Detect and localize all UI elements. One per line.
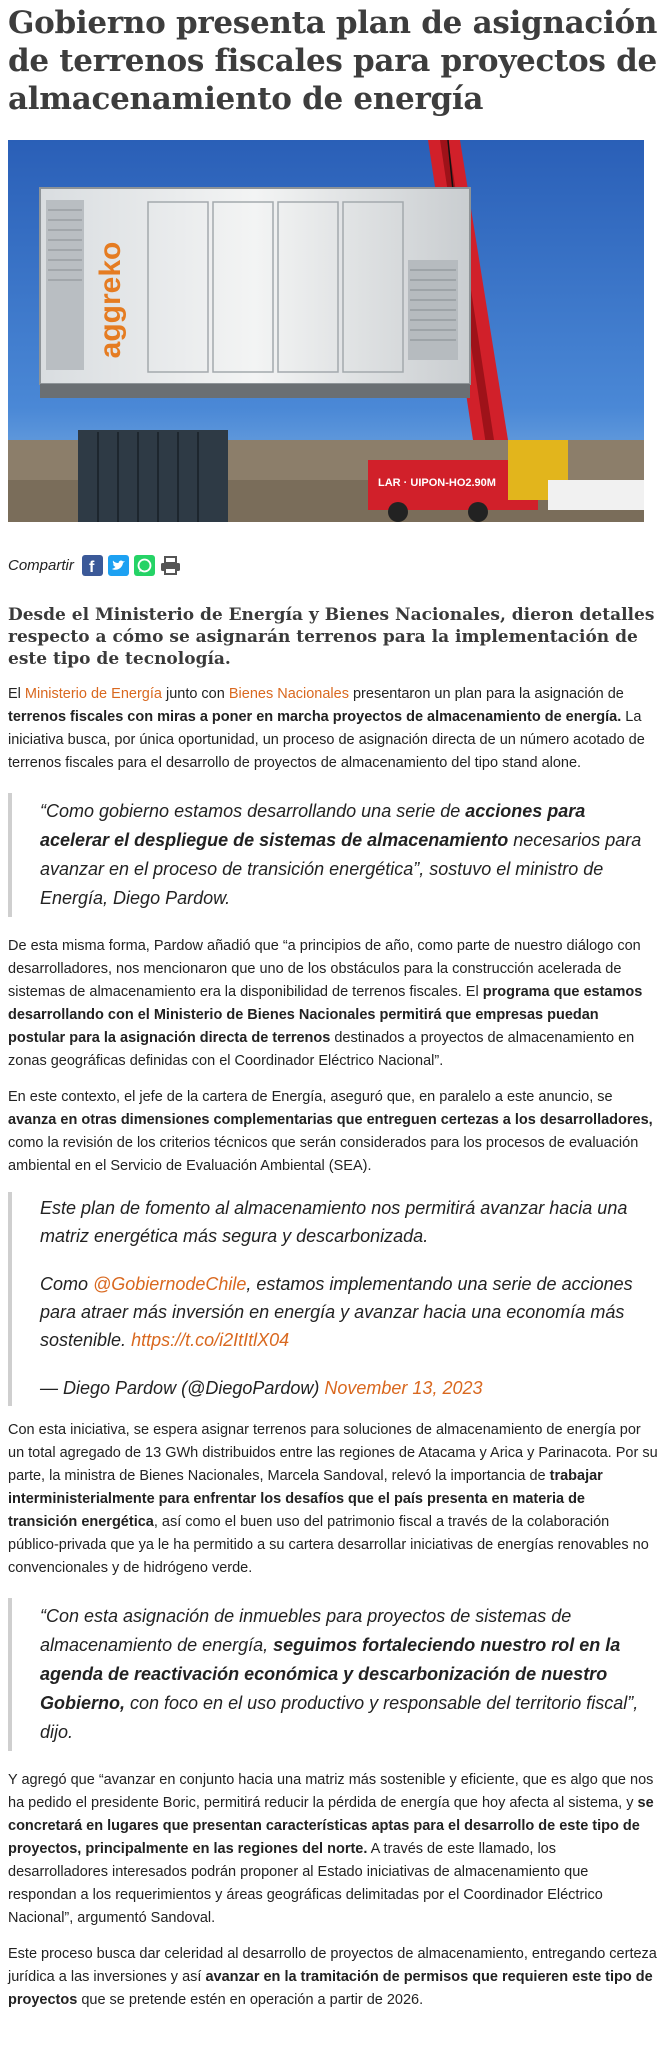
share-bar [8, 552, 658, 578]
battery-container-photo [8, 140, 644, 522]
article-lead: Desde el Ministerio de Energía y Bienes Nacionales, dieron detalles respecto a cómo se asignarán terrenos para la implementación de este tipo de tecnología. [8, 605, 655, 669]
article-title: Gobierno presenta plan de asignación de terrenos fiscales para proyectos de almacenamiento de energía [8, 5, 658, 117]
facebook-share-button[interactable] [82, 555, 103, 576]
container-brand-logo: aggreko [94, 241, 127, 359]
paragraph-3: En este contexto, el jefe de la cartera de Energía, aseguró que, en paralelo a este anuncio, se avanza en otras dimensiones complementarias que entreguen certezas a los desarrolladores, como la revisión de los criterios técnicos que serán considerados para los procesos de evaluación ambiental en el Servicio de Evaluación Ambiental (SEA). [8, 1089, 653, 1174]
tweet-date-link[interactable]: November 13, 2023 [324, 1378, 483, 1398]
tweet-text-1: Este plan de fomento al almacenamiento nos permitirá avanzar hacia una matriz energética más segura y descarbonizada. [40, 1198, 628, 1246]
facebook-icon [82, 555, 103, 576]
print-button[interactable] [160, 555, 181, 576]
quote-sandoval: “Con esta asignación de inmuebles para proyectos de sistemas de almacenamiento de energía, seguimos fortaleciendo nuestro rol en la agenda de reactivación económica y descarbonización de nuestro Gobierno, con foco en el uso productivo y responsable del territorio fiscal”, dijo. [8, 1598, 658, 1751]
link-bienes-nacionales[interactable]: Bienes Nacionales [228, 686, 349, 702]
paragraph-1: El Ministerio de Energía junto con Bienes Nacionales presentaron un plan para la asignación de terrenos fiscales con miras a poner en marcha proyectos de almacenamiento de energía. La iniciativa busca, por única oportunidad, un proceso de asignación directa de un número acotado de terrenos fiscales para el desarrollo de proyectos de almacenamiento del tipo stand alone. [8, 686, 645, 771]
printer-icon [160, 555, 181, 576]
tweet-url-link[interactable]: https://t.co/i2ItItlX04 [131, 1330, 290, 1350]
embedded-tweet [8, 1192, 658, 1406]
share-label: Compartir [8, 556, 74, 574]
paragraph-2: De esta misma forma, Pardow añadió que “a principios de año, como parte de nuestro diálogo con desarrolladores, nos mencionaron que uno de los obstáculos para la construcción acelerada de sistemas de almacenamiento era la disponibilidad de terrenos fiscales. El programa que estamos desarrollando con el Ministerio de Bienes Nacionales permitirá que empresas puedan postular para la asignación directa de terrenos destinados a proyectos de almacenamiento en zonas geográficas definidas con el Coordinador Eléctrico Nacional”. [8, 938, 643, 1069]
twitter-icon [108, 555, 129, 576]
paragraph-4: Con esta iniciativa, se espera asignar terrenos para soluciones de almacenamiento de energía por un total agregado de 13 GWh distribuidos entre las regiones de Atacama y Arica y Parinacota. Por su parte, la ministra de Bienes Nacionales, Marcela Sandoval, relevó la importancia de trabajar interministerialmente para enfrentar los desafíos que el país presenta en materia de transición energética, así como el buen uso del patrimonio fiscal a través de la colaboración público-privada que ya le ha permitido a su cartera desarrollar iniciativas de energías renovables no convencionales y de hidrógeno verde. [8, 1422, 658, 1576]
link-ministerio-energia[interactable]: Ministerio de Energía [24, 686, 162, 702]
whatsapp-share-button[interactable] [134, 555, 155, 576]
svg-text:f: f [88, 558, 95, 576]
whatsapp-icon [134, 555, 155, 576]
paragraph-6: Este proceso busca dar celeridad al desarrollo de proyectos de almacenamiento, entregando certeza jurídica a las inversiones y así avanzar en la tramitación de permisos que requieren este tipo de proyectos que se pretende estén en operación a partir de 2026. [8, 1946, 657, 2008]
paragraph-5: Y agregó que “avanzar en conjunto hacia una matriz más sostenible y eficiente, que es algo que nos ha pedido el presidente Boric, permitirá reducir la pérdida de energía que hoy afecta al sistema, y se concretará en lugares que presentan características aptas para el desarrollo de este tipo de proyectos, principalmente en las regiones del norte. A través de este llamado, los desarrolladores interesados podrán proponer al Estado iniciativas de almacenamiento que respondan a los requerimientos y áreas geográficas delimitadas por el Coordinador Eléctrico Nacional”, argumentó Sandoval. [8, 1772, 654, 1926]
truck-label: LAR · UIPON-HO2.90M [378, 477, 496, 489]
tweet-attribution: — Diego Pardow (@DiegoPardow) November 13, 2023 [40, 1378, 483, 1398]
tweet-mention-link[interactable]: @GobiernodeChile [93, 1274, 247, 1294]
quote-pardow: “Como gobierno estamos desarrollando una serie de acciones para acelerar el despliegue de sistemas de almacenamiento necesarios para avanzar en el proceso de transición energética”, sostuvo el ministro de Energía, Diego Pardow. [8, 793, 658, 917]
tweet-text-2: Como @GobiernodeChile, estamos implementando una serie de acciones para atraer más inversión en energía y avanzar hacia una economía más sostenible. https://t.co/i2ItItlX04 [40, 1274, 633, 1350]
twitter-share-button[interactable] [108, 555, 129, 576]
article-hero-image [8, 140, 644, 522]
